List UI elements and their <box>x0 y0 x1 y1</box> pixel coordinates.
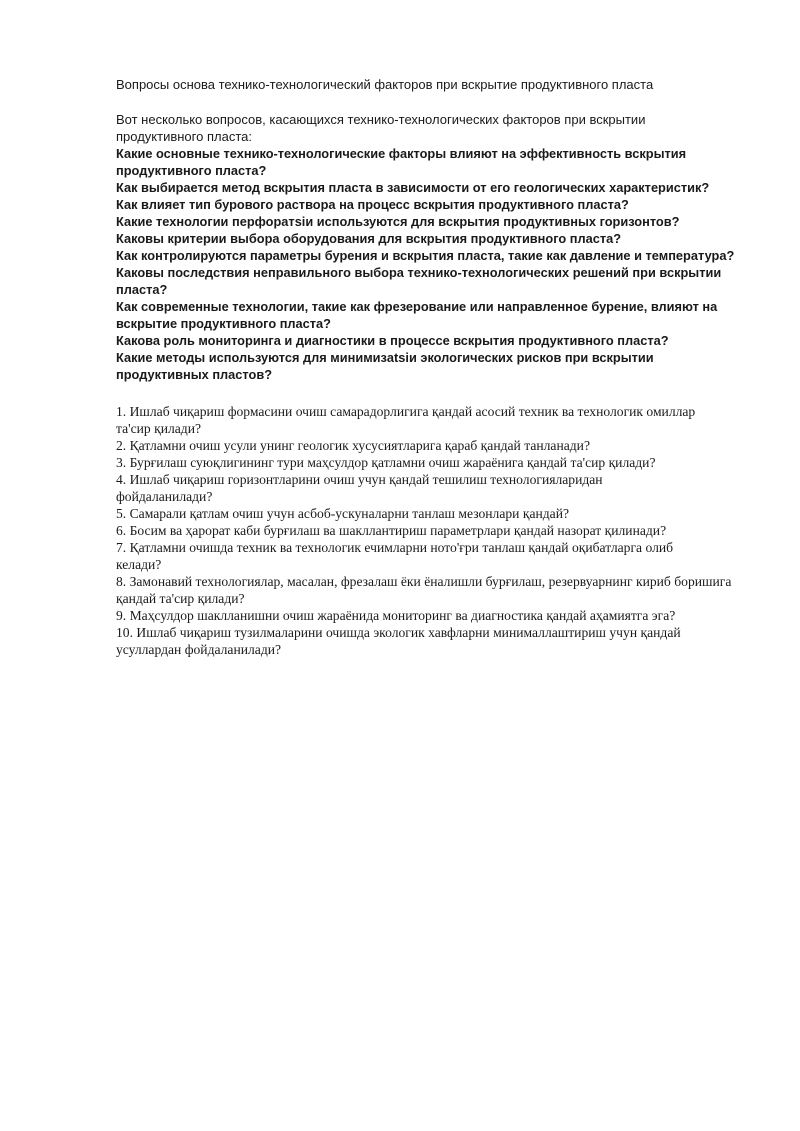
question-ru-2: Как выбирается метод вскрытия пласта в зависимости от его геологических характеристик? <box>116 180 710 195</box>
question-uz-8: 8. Замонавий технологиялар, масалан, фрезалаш ёки ёналишли бурғилаш, резервуарнинг кириб боришига қандай та'сир қилади? <box>116 574 732 606</box>
question-ru-4: Какие технологии перфоратsiи используются для вскрытия продуктивных горизонтов? <box>116 214 680 229</box>
intro-paragraph: Вот несколько вопросов, касающихся технико-технологических факторов при вскрытии продуктивного пласта: <box>116 112 646 144</box>
question-uz-5: 5. Самарали қатлам очиш учун асбоб-ускуналарни танлаш мезонлари қандай? <box>116 506 570 521</box>
question-ru-1: Какие основные технико-технологические факторы влияют на эффективность вскрытия продуктивного пласта? <box>116 146 687 178</box>
question-uz-7: 7. Қатламни очишда техник ва технологик ечимларни ното'ғри танлаш қандай оқибатларга олиб келади? <box>116 540 674 572</box>
question-uz-6: 6. Босим ва ҳарорат каби бурғилаш ва шакллантириш параметрлари қандай назорат қилинади? <box>116 523 667 538</box>
question-ru-6: Как контролируются параметры бурения и вскрытия пласта, такие как давление и температура? <box>116 248 735 263</box>
question-uz-3: 3. Бурғилаш суюқлигининг тури маҳсулдор қатламни очиш жараёнига қандай та'сир қилади? <box>116 455 656 470</box>
question-ru-3: Как влияет тип бурового раствора на процесс вскрытия продуктивного пласта? <box>116 197 629 212</box>
question-uz-2: 2. Қатламни очиш усули унинг геологик хусусиятларига қараб қандай танланади? <box>116 438 590 453</box>
uzbek-question-list <box>116 403 736 658</box>
question-ru-7: Каковы последствия неправильного выбора технико-технологических решений при вскрытии пласта? <box>116 265 722 297</box>
question-ru-9: Какова роль мониторинга и диагностики в процессе вскрытия продуктивного пласта? <box>116 333 669 348</box>
russian-question-list <box>116 145 746 383</box>
question-uz-1: 1. Ишлаб чиқариш формасини очиш самарадорлигига қандай асосий техник ва технологик омиллар та'сир қилади? <box>116 404 696 436</box>
document-title: Вопросы основа технико-технологический факторов при вскрытие продуктивного пласта <box>116 77 654 92</box>
question-uz-9: 9. Маҳсулдор шаклланишни очиш жараёнида мониторинг ва диагностика қандай аҳамиятга эга? <box>116 608 676 623</box>
document-page <box>116 76 756 658</box>
question-ru-5: Каковы критерии выбора оборудования для вскрытия продуктивного пласта? <box>116 231 622 246</box>
question-uz-4: 4. Ишлаб чиқариш горизонтларини очиш учун қандай тешилиш технологияларидан фойдаланилади? <box>116 472 603 504</box>
question-ru-8: Как современные технологии, такие как фрезерование или направленное бурение, влияют на вскрытие продуктивного пласта? <box>116 299 718 331</box>
question-ru-10: Какие методы используются для минимизatsiи экологических рисков при вскрытии продуктивных пластов? <box>116 350 654 382</box>
question-uz-10: 10. Ишлаб чиқариш тузилмаларини очишда экологик хавфларни минималлаштириш учун қандай усуллардан фойдаланилади? <box>116 625 681 657</box>
section-spacer <box>116 383 756 403</box>
